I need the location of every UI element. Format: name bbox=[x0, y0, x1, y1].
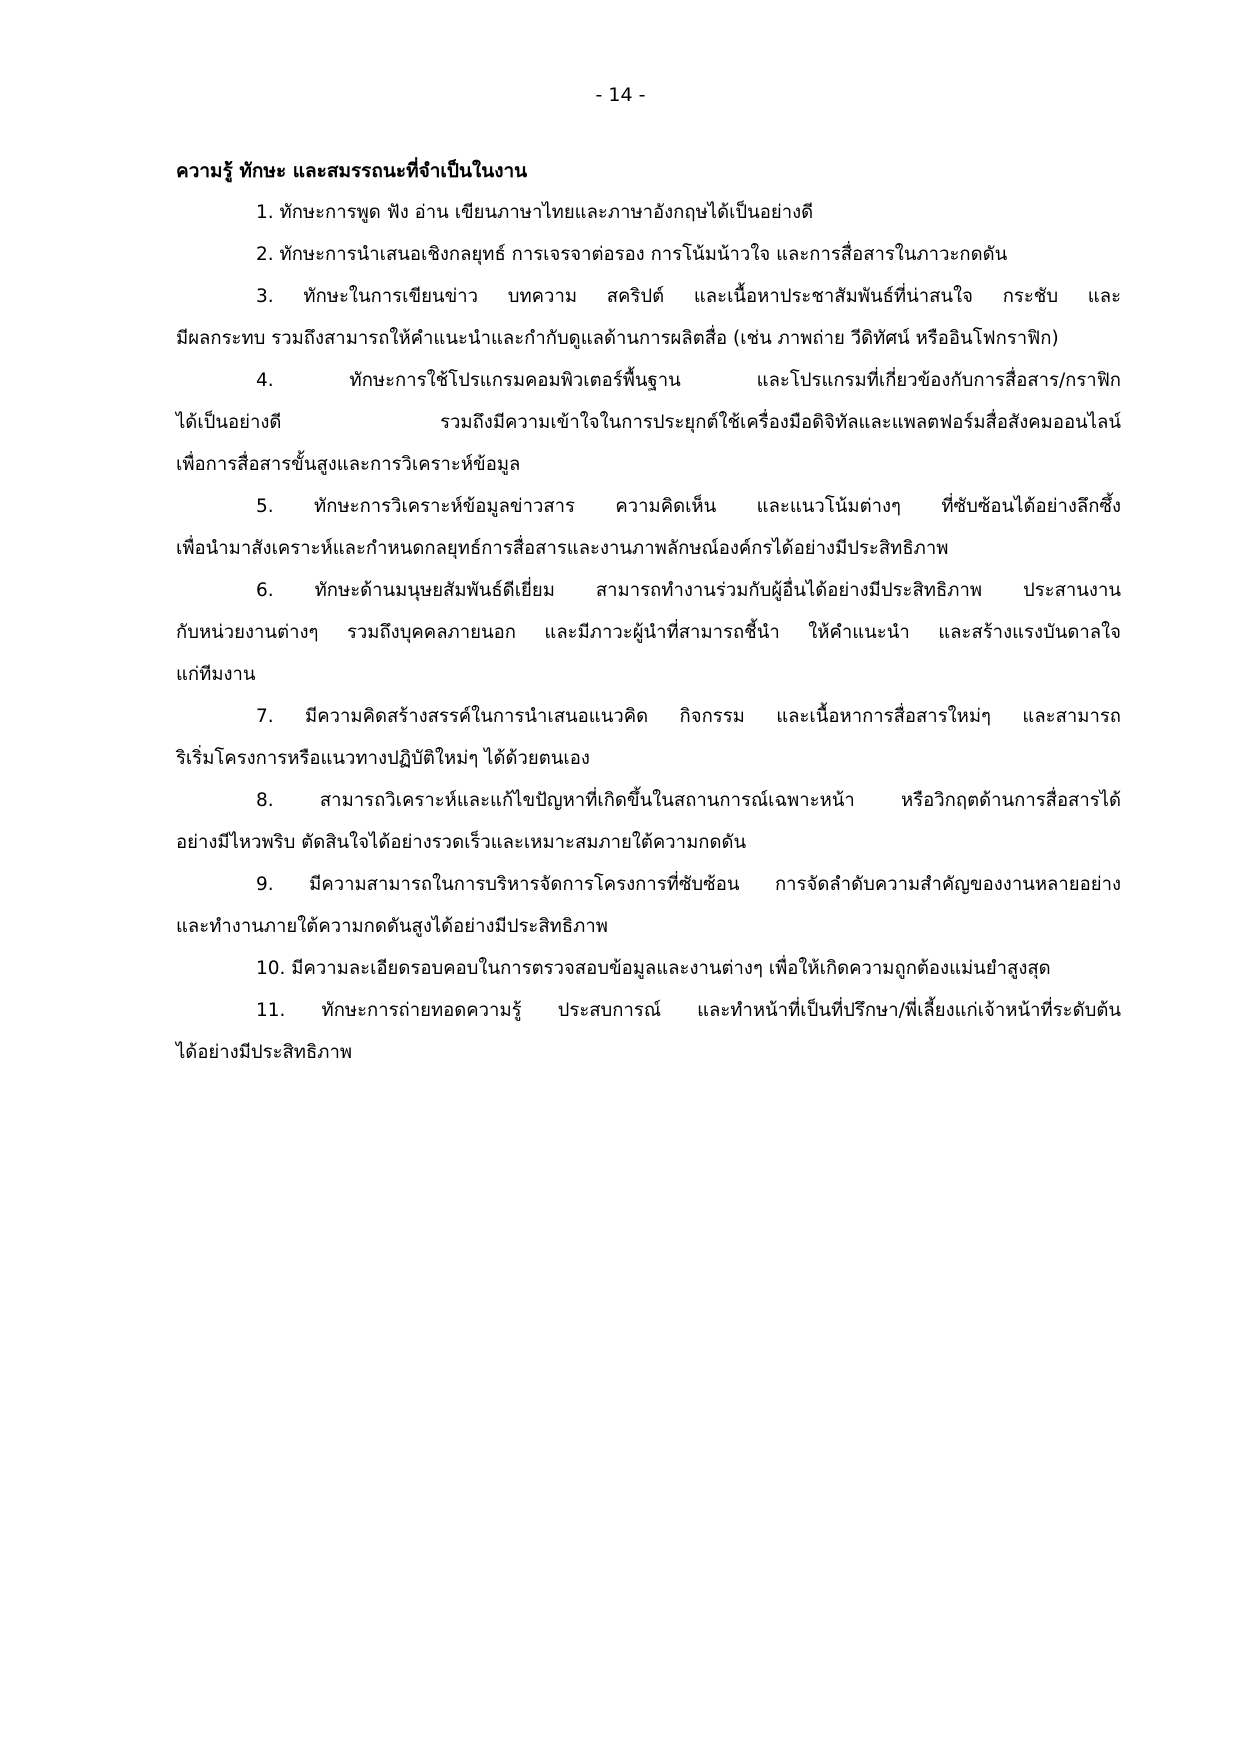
list-item bbox=[176, 948, 1121, 990]
list-item bbox=[176, 360, 1121, 486]
item-line: 6. ทักษะด้านมนุษยสัมพันธ์ดีเยี่ยม สามารถทำงานร่วมกับผู้อื่นได้อย่างมีประสิทธิภาพ ประสานงาน bbox=[256, 580, 1121, 601]
item-line: กับหน่วยงานต่างๆ รวมถึงบุคคลภายนอก และมีภาวะผู้นำที่สามารถชี้นำ ให้คำแนะนำ และสร้างแรงบันดาลใจ bbox=[176, 622, 1121, 643]
item-line: และทำงานภายใต้ความกดดันสูงได้อย่างมีประสิทธิภาพ bbox=[176, 916, 608, 937]
item-line: 2. ทักษะการนำเสนอเชิงกลยุทธ์ การเจรจาต่อรอง การโน้มน้าวใจ และการสื่อสารในภาวะกดดัน bbox=[256, 244, 1008, 265]
list-item bbox=[176, 990, 1121, 1074]
list-item bbox=[176, 234, 1121, 276]
section-heading: ความรู้ ทักษะ และสมรรถนะที่จำเป็นในงาน bbox=[176, 160, 528, 182]
list-item bbox=[176, 192, 1121, 234]
list-item bbox=[176, 780, 1121, 864]
item-line: มีผลกระทบ รวมถึงสามารถให้คำแนะนำและกำกับดูแลด้านการผลิตสื่อ (เช่น ภาพถ่าย วีดิทัศน์ หรืออินโฟกราฟิก) bbox=[176, 328, 1059, 349]
item-line: เพื่อการสื่อสารขั้นสูงและการวิเคราะห์ข้อมูล bbox=[176, 454, 521, 475]
item-line: ได้อย่างมีประสิทธิภาพ bbox=[176, 1042, 353, 1063]
item-line: 1. ทักษะการพูด ฟัง อ่าน เขียนภาษาไทยและภาษาอังกฤษได้เป็นอย่างดี bbox=[256, 202, 814, 223]
item-line: เพื่อนำมาสังเคราะห์และกำหนดกลยุทธ์การสื่อสารและงานภาพลักษณ์องค์กรได้อย่างมีประสิทธิภาพ bbox=[176, 538, 949, 559]
item-line: 9. มีความสามารถในการบริหารจัดการโครงการที่ซับซ้อน การจัดลำดับความสำคัญของงานหลายอย่าง bbox=[256, 874, 1121, 895]
item-line: แก่ทีมงาน bbox=[176, 664, 256, 685]
item-line: 5. ทักษะการวิเคราะห์ข้อมูลข่าวสาร ความคิดเห็น และแนวโน้มต่างๆ ที่ซับซ้อนได้อย่างลึกซึ้ง bbox=[256, 496, 1121, 517]
list-item bbox=[176, 864, 1121, 948]
list-item bbox=[176, 570, 1121, 696]
list-item bbox=[176, 696, 1121, 780]
list-item bbox=[176, 276, 1121, 360]
item-line: ริเริ่มโครงการหรือแนวทางปฏิบัติใหม่ๆ ได้ด้วยตนเอง bbox=[176, 748, 590, 769]
item-line: 4. ทักษะการใช้โปรแกรมคอมพิวเตอร์พื้นฐาน และโปรแกรมที่เกี่ยวข้องกับการสื่อสาร/กราฟิก bbox=[256, 370, 1121, 391]
item-line: 10. มีความละเอียดรอบคอบในการตรวจสอบข้อมูลและงานต่างๆ เพื่อให้เกิดความถูกต้องแม่นยำสูงสุด bbox=[256, 958, 1051, 979]
document-body bbox=[176, 150, 1121, 1074]
list-item bbox=[176, 486, 1121, 570]
item-line: ได้เป็นอย่างดี รวมถึงมีความเข้าใจในการประยุกต์ใช้เครื่องมือดิจิทัลและแพลตฟอร์มสื่อสังคมออนไลน์ bbox=[176, 412, 1121, 433]
page-number: - 14 - bbox=[595, 84, 646, 106]
item-line: 7. มีความคิดสร้างสรรค์ในการนำเสนอแนวคิด กิจกรรม และเนื้อหาการสื่อสารใหม่ๆ และสามารถ bbox=[256, 706, 1121, 727]
item-line: อย่างมีไหวพริบ ตัดสินใจได้อย่างรวดเร็วและเหมาะสมภายใต้ความกดดัน bbox=[176, 832, 747, 853]
item-line: 3. ทักษะในการเขียนข่าว บทความ สคริปต์ และเนื้อหาประชาสัมพันธ์ที่น่าสนใจ กระชับ และ bbox=[256, 286, 1121, 307]
item-line: 8. สามารถวิเคราะห์และแก้ไขปัญหาที่เกิดขึ้นในสถานการณ์เฉพาะหน้า หรือวิกฤตด้านการสื่อสารได้ bbox=[256, 790, 1121, 811]
item-line: 11. ทักษะการถ่ายทอดความรู้ ประสบการณ์ และทำหน้าที่เป็นที่ปรึกษา/พี่เลี้ยงแก่เจ้าหน้าที่ระดับต้น bbox=[256, 1000, 1121, 1021]
